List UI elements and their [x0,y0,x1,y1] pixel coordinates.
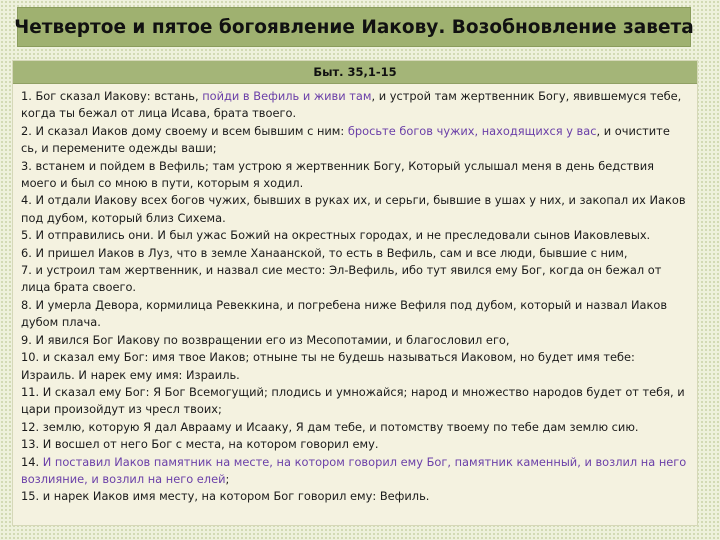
verse-list [13,84,697,506]
verse-2: 2. И сказал Иаков дому своему и всем бывшим с ним: бросьте богов чужих, находящихся у вас, и очистите сь, и перемените одежды ваши; [21,123,670,156]
verse-15: 15. и нарек Иаков имя месту, на котором Бог говорил ему: Вефиль. [21,489,430,504]
verse-10: 10. и сказал ему Бог: имя твое Иаков; отныне ты не будешь называться Иаковом, но будет имя тебе: Израиль. И нарек ему имя: Израиль. [21,350,635,382]
verse-4: 4. И отдали Иакову всех богов чужих, бывших в руках их, и серьги, бывшие в ушах у них, и закопал их Иаков под дубом, который близ Сихема. [21,193,686,225]
highlighted-phrase: пойди в Вефиль и живи там [202,89,372,103]
reference-header [13,61,697,84]
verse-12: 12. землю, которую Я дал Аврааму и Исааку, Я дам тебе, и потомству твоему по тебе дам землю сию. [21,419,639,434]
verse-11: 11. И сказал ему Бог: Я Бог Всемогущий; плодись и умножайся; народ и множество народов будет от тебя, и цари произойдут из чресл твоих; [21,384,685,417]
verse-7: 7. и устроил там жертвенник, и назвал сие место: Эл-Вефиль, ибо тут явился ему Бог, когда он бежал от лица брата своего. [21,263,662,295]
verse-5: 5. И отправились они. И был ужас Божий на окрестных городах, и не преследовали сынов Иаковлевых. [21,228,651,243]
verse-9: 9. И явился Бог Иакову по возвращении его из Месопотамии, и благословил его, [21,332,510,347]
verse-6: 6. И пришел Иаков в Луз, что в земле Ханаанской, то есть в Вефиль, сам и все люди, бывшие с ним, [21,245,628,260]
highlighted-phrase: И поставил Иаков памятник на месте, на котором говорил ему Бог, памятник каменный, и возлил на него возлияние, и возлил на него елей [21,454,687,486]
title-bar [14,7,694,47]
scripture-panel [12,60,698,526]
verse-1: 1. Бог сказал Иакову: встань, пойди в Вефиль и живи там, и устрой там жертвенник Богу, явившемуся тебе, когда ты бежал от лица Исава, брата твоего. [21,89,682,121]
verse-3: 3. встанем и пойдем в Вефиль; там устрою я жертвенник Богу, Который услышал меня в день бедствия моего и был со мною в пути, которым я ходил. [21,158,654,191]
highlighted-phrase: бросьте богов чужих, находящихся у вас [347,123,597,138]
scripture-reference: Быт. 35,1-15 [313,65,397,79]
verse-8: 8. И умерла Девора, кормилица Ревеккина, и погребена ниже Вефиля под дубом, который и назвал Иаков дубом плача. [21,297,668,330]
slide-title: Четвертое и пятое богоявление Иакову. Возобновление завета [14,16,694,38]
verse-14: 14. И поставил Иаков памятник на месте, на котором говорил ему Бог, памятник каменный, и возлил на него возлияние, и возлил на него елей; [21,454,687,486]
verse-13: 13. И восшел от него Бог с места, на котором говорил ему. [21,437,379,452]
